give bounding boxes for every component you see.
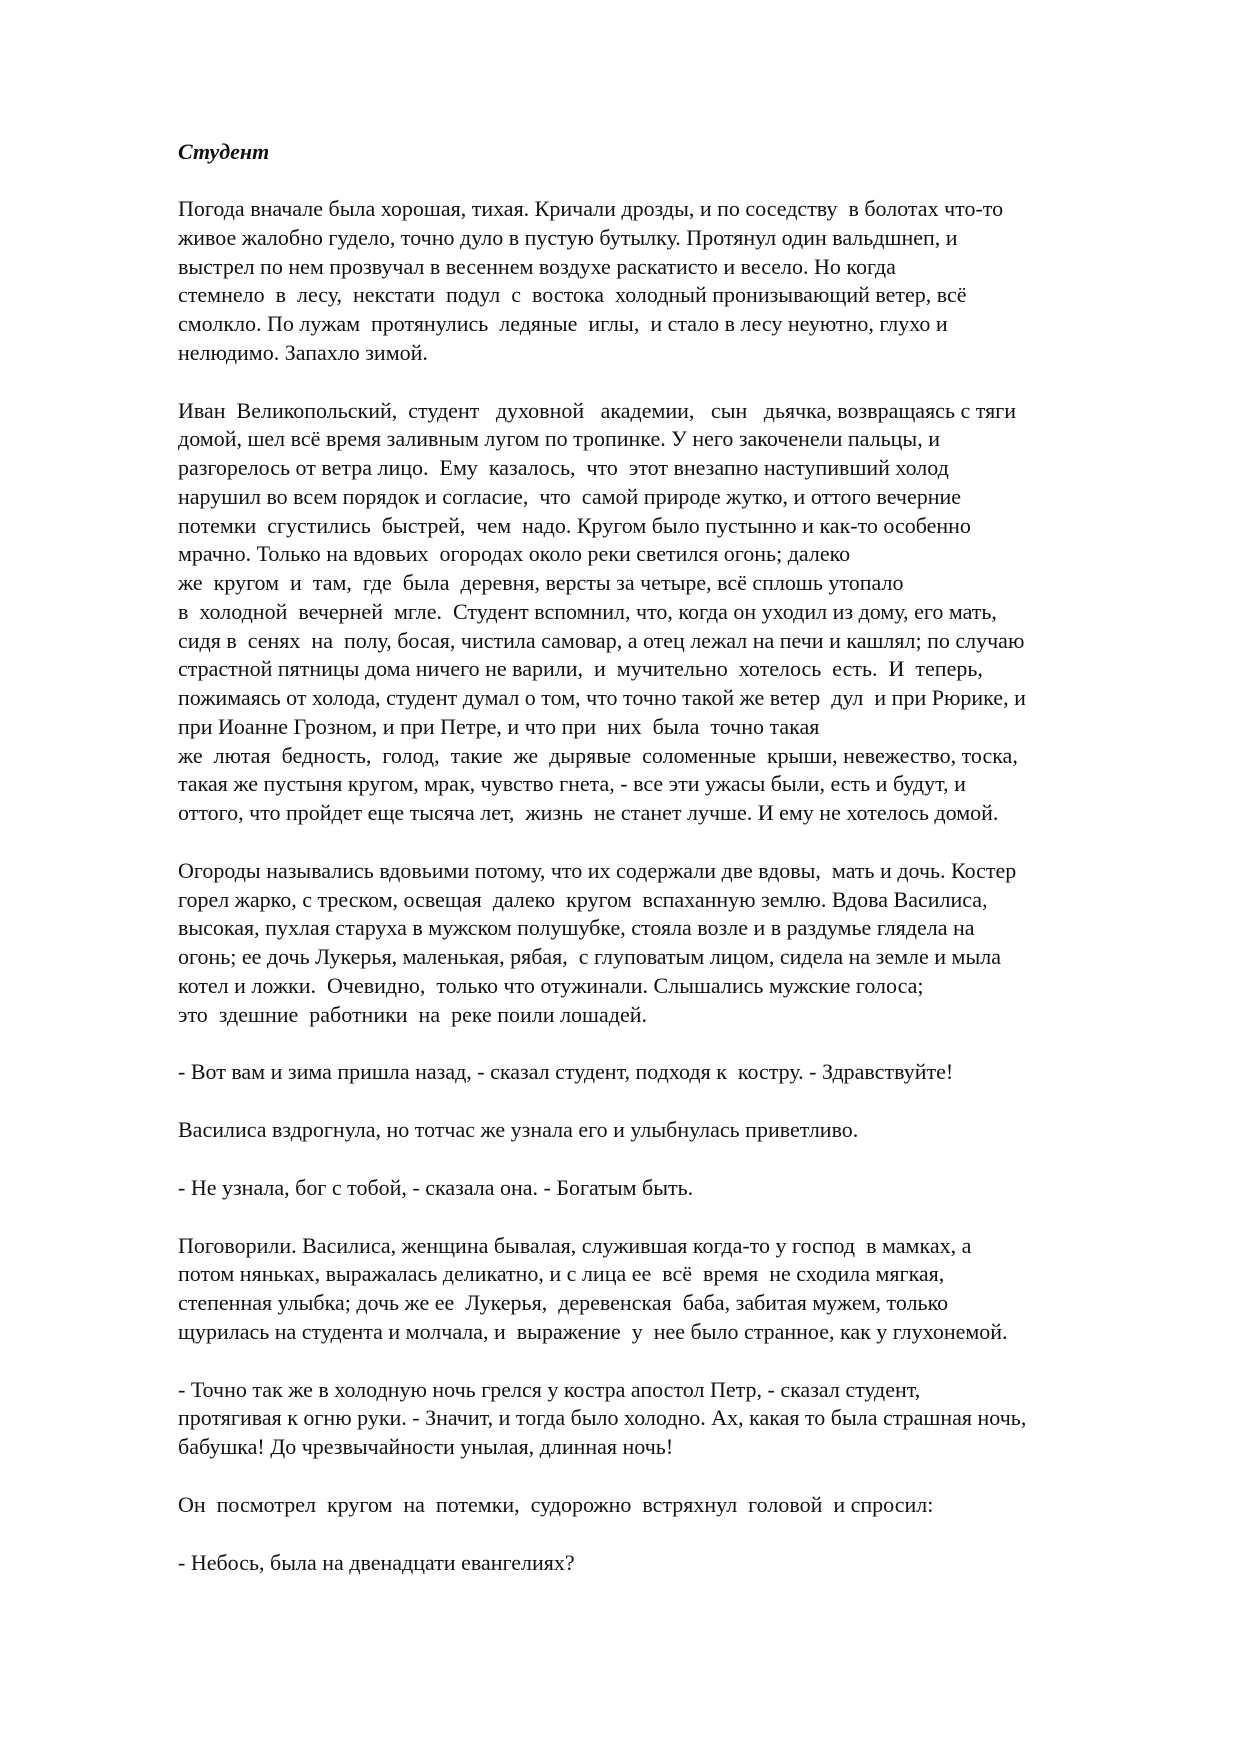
text-line: пожимаясь от холода, студент думал о том, что точно такой же ветер дул и при Рюрике, и — [178, 685, 1026, 710]
text-line: огонь; ее дочь Лукерья, маленькая, рябая, с глуповатым лицом, сидела на земле и мыла — [178, 944, 1001, 969]
paragraph — [178, 1174, 1163, 1203]
text-line: нарушил во всем порядок и согласие, что самой природе жутко, и оттого вечерние — [178, 483, 962, 509]
text-line: страстной пятницы дома ничего не варили, и мучительно хотелось есть. И теперь, — [178, 656, 983, 682]
document-title: Студент — [178, 139, 270, 164]
text-line: выстрел по нем прозвучал в весеннем воздухе раскатисто и весело. Но когда — [178, 253, 896, 279]
text-line: домой, шел всё время заливным лугом по тропинке. У него закоченели пальцы, и — [178, 426, 940, 452]
text-line: Огороды назывались вдовьими потому, что их содержали две вдовы, мать и дочь. Костер — [178, 857, 1017, 883]
paragraph — [178, 1376, 1163, 1462]
text-line: - Вот вам и зима пришла назад, - сказал студент, подходя к костру. - Здравствуйте! — [178, 1059, 954, 1085]
text-line: мрачно. Только на вдовьих огородах около реки светился огонь; далеко — [178, 541, 851, 567]
text-line: степенная улыбка; дочь же ее Лукерья, деревенская баба, забитая мужем, только — [178, 1290, 949, 1315]
document-body — [178, 138, 1163, 1606]
text-line: в холодной вечерней мгле. Студент вспомнил, что, когда он уходил из дому, его мать, — [178, 598, 997, 624]
text-line: бабушка! До чрезвычайности унылая, длинная ночь! — [178, 1434, 674, 1459]
paragraph — [178, 1491, 1163, 1520]
text-line: котел и ложки. Очевидно, только что отужинали. Слышались мужские голоса; — [178, 972, 924, 998]
text-line: такая же пустыня кругом, мрак, чувство гнета, - все эти ужасы были, есть и будут, и — [178, 771, 966, 797]
text-line: Погода вначале была хорошая, тихая. Кричали дрозды, и по соседству в болотах что-то — [178, 196, 1004, 221]
text-line: стемнело в лесу, некстати подул с востока холодный пронизывающий ветер, всё — [178, 282, 967, 308]
text-line: Поговорили. Василиса, женщина бывалая, служившая когда-то у господ в мамках, а — [178, 1232, 972, 1258]
text-line: же лютая бедность, голод, такие же дырявые соломенные крыши, невежество, тоска, — [178, 742, 1018, 768]
text-line: же кругом и там, где была деревня, версты за четыре, всё сплошь утопало — [178, 570, 904, 595]
paragraph — [178, 195, 1163, 368]
text-line: смолкло. По лужам протянулись ледяные иглы, и стало в лесу неуютно, глухо и — [178, 311, 948, 336]
paragraph — [178, 1116, 1163, 1145]
text-line: потом няньках, выражалась деликатно, и с лица ее всё время не сходила мягкая, — [178, 1261, 945, 1287]
text-line: Василиса вздрогнула, но тотчас же узнала его и улыбнулась приветливо. — [178, 1117, 859, 1142]
text-line: это здешние работники на реке поили лошадей. — [178, 1001, 647, 1027]
paragraph — [178, 1058, 1163, 1087]
text-line: нелюдимо. Запахло зимой. — [178, 339, 428, 365]
text-line: разгорелось от ветра лицо. Ему казалось, что этот внезапно наступивший холод — [178, 455, 949, 480]
text-line: оттого, что пройдет еще тысяча лет, жизнь не станет лучше. И ему не хотелось домой. — [178, 800, 999, 825]
text-line: высокая, пухлая старуха в мужском полушубке, стояла возле и в раздумье глядела на — [178, 915, 975, 941]
text-line: - Не узнала, бог с тобой, - сказала она. - Богатым быть. — [178, 1174, 694, 1200]
text-line: - Небось, была на двенадцати евангелиях? — [178, 1549, 575, 1575]
text-line: Иван Великопольский, студент духовной академии, сын дьячка, возвращаясь с тяги — [178, 397, 1016, 423]
paragraph — [178, 397, 1163, 828]
text-line: протягивая к огню руки. - Значит, и тогда было холодно. Ах, какая то была страшная ночь, — [178, 1405, 1027, 1431]
text-line: сидя в сенях на полу, босая, чистила самовар, а отец лежал на печи и кашлял; по случаю — [178, 627, 1025, 653]
paragraph — [178, 857, 1163, 1030]
text-line: горел жарко, с треском, освещая далеко кругом вспаханную землю. Вдова Василиса, — [178, 886, 988, 912]
text-line: потемки сгустились быстрей, чем надо. Кругом было пустынно и как-то особенно — [178, 512, 971, 538]
text-line: щурилась на студента и молчала, и выражение у нее было странное, как у глухонемой. — [178, 1318, 1008, 1344]
paragraph — [178, 1549, 1163, 1578]
paragraphs-container — [178, 195, 1163, 1577]
text-line: Он посмотрел кругом на потемки, судорожно встряхнул головой и спросил: — [178, 1491, 934, 1517]
text-line: при Иоанне Грозном, и при Петре, и что при них была точно такая — [178, 713, 820, 739]
text-line: живое жалобно гудело, точно дуло в пустую бутылку. Протянул один вальдшнеп, и — [178, 224, 958, 250]
text-line: - Точно так же в холодную ночь грелся у костра апостол Петр, - сказал студент, — [178, 1376, 921, 1402]
paragraph — [178, 1232, 1163, 1347]
